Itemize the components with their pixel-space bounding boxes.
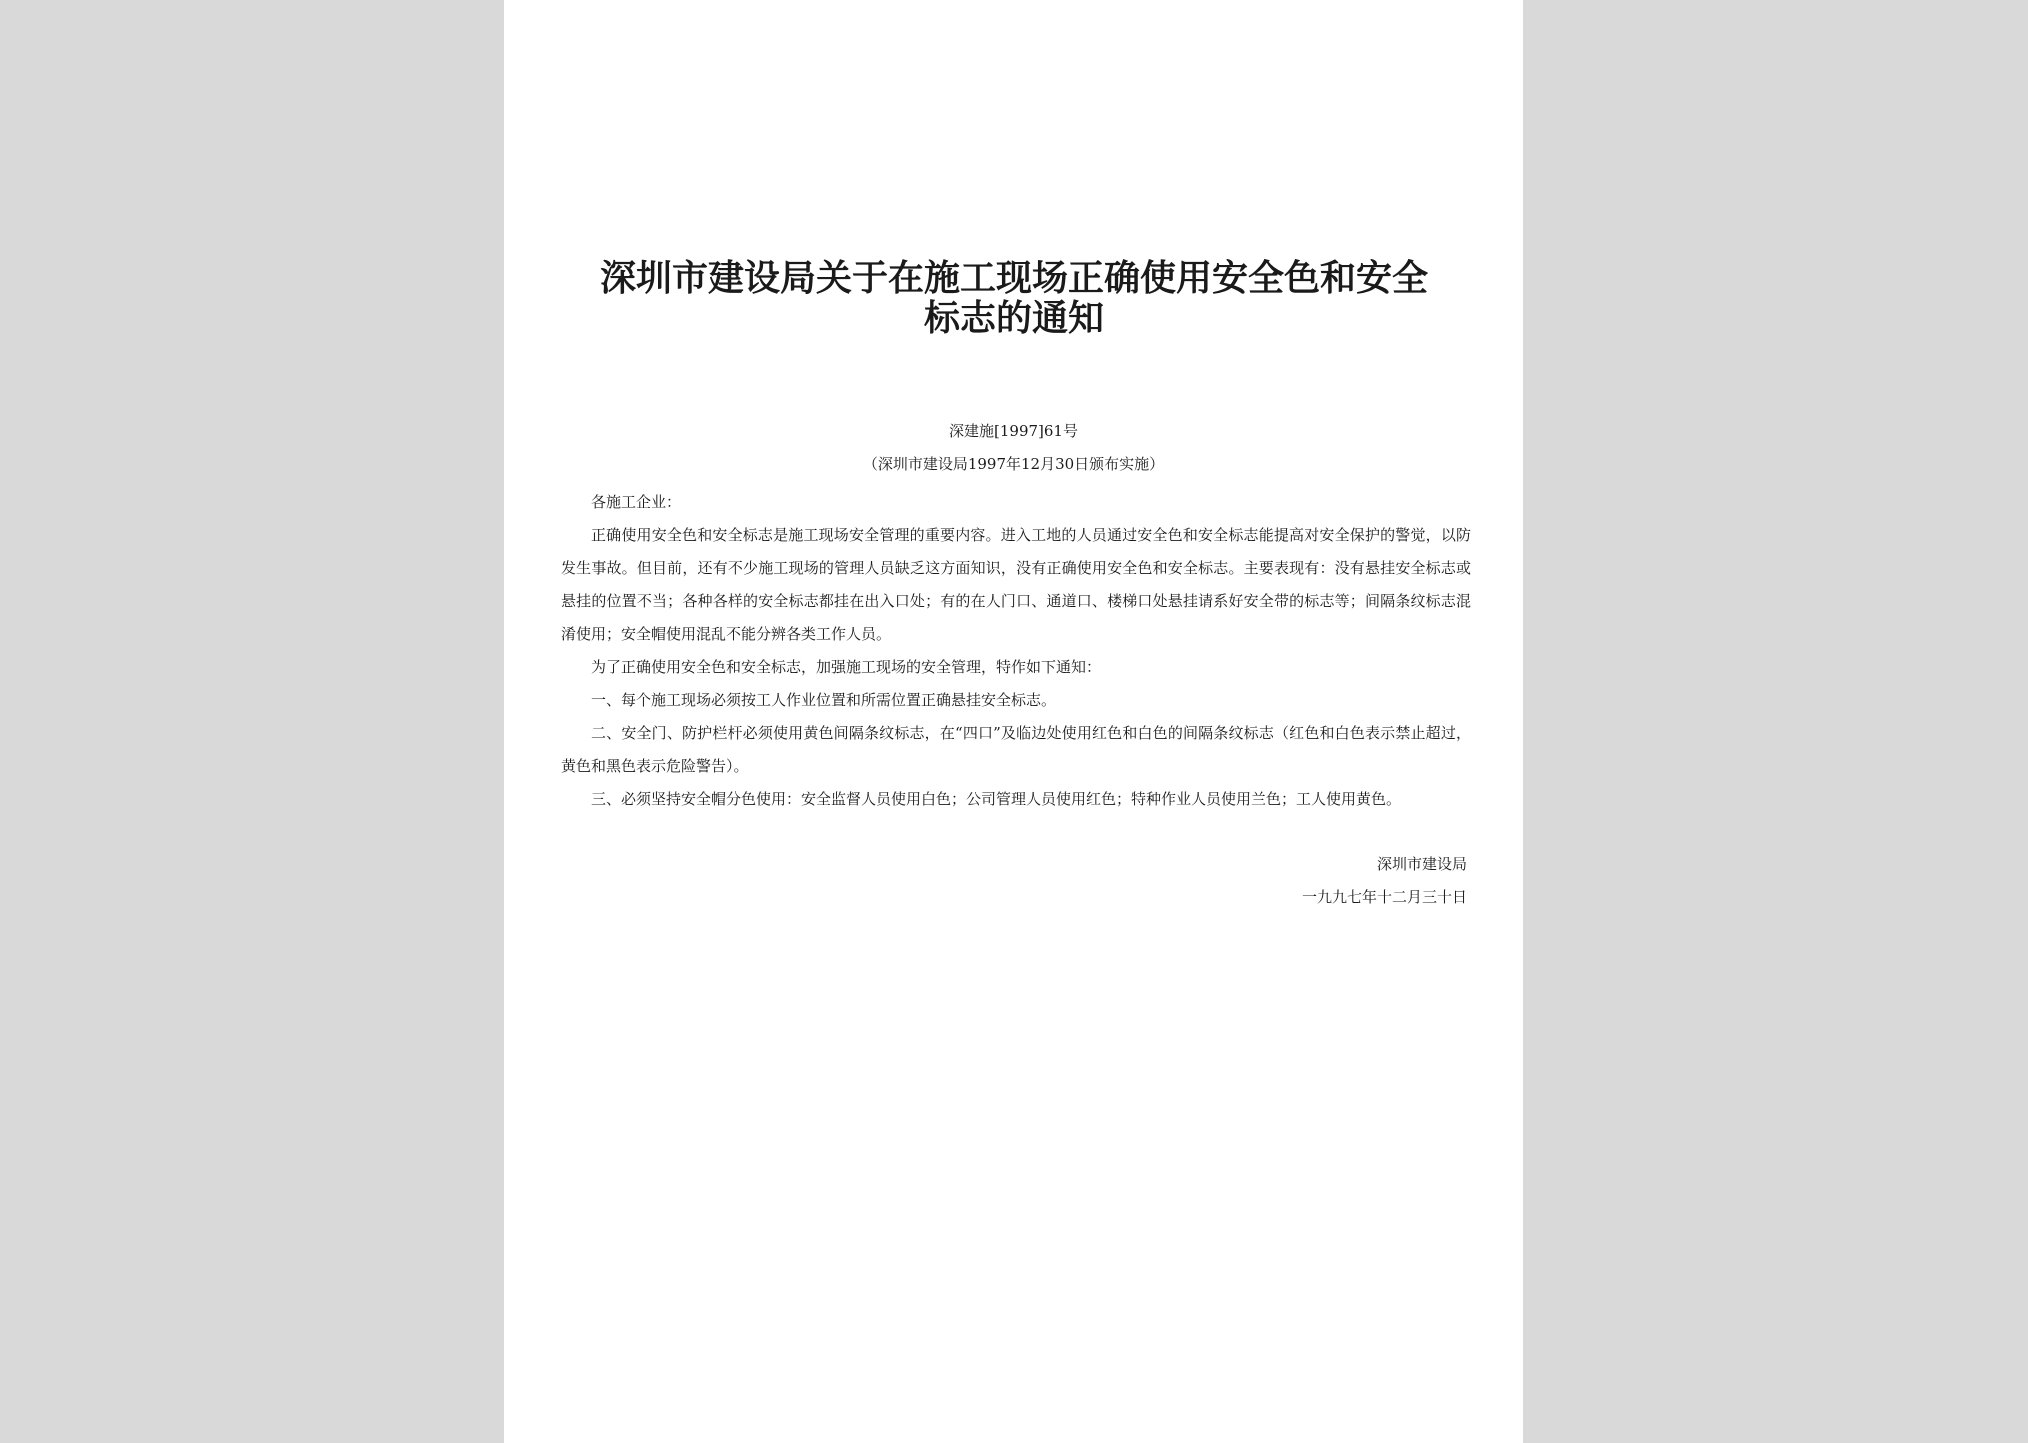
document-number: 深建施[1997]61号 xyxy=(949,422,1078,440)
salutation: 各施工企业： xyxy=(591,493,682,511)
document-page xyxy=(504,0,1523,1443)
issue-note: （深圳市建设局1997年12月30日颁布实施） xyxy=(862,455,1165,473)
body-paragraph-item-1: 一、每个施工现场必须按工人作业位置和所需位置正确悬挂安全标志。 xyxy=(591,691,1057,709)
document-body xyxy=(561,486,1471,816)
body-paragraph-intro: 正确使用安全色和安全标志是施工现场安全管理的重要内容。进入工地的人员通过安全色和安全标志能提高对安全保护的警觉，以防发生事故。但目前，还有不少施工现场的管理人员缺乏这方面知识，没有正确使用安全色和安全标志。主要表现有：没有悬挂安全标志或悬挂的位置不当；各种各样的安全标志都挂在出入口处；有的在人门口、通道口、楼梯口处悬挂请系好安全带的标志等；间隔条纹标志混淆使用；安全帽使用混乱不能分辨各类工作人员。 xyxy=(561,526,1471,643)
document-title-line2: 标志的通知 xyxy=(923,297,1104,339)
body-paragraph-item-2: 二、安全门、防护栏杆必须使用黄色间隔条纹标志，在“四口”及临边处使用红色和白色的间隔条纹标志（红色和白色表示禁止超过，黄色和黑色表示危险警告）。 xyxy=(561,724,1471,775)
signature-date: 一九九七年十二月三十日 xyxy=(1301,888,1467,906)
signature-block xyxy=(1302,848,1467,914)
body-paragraph-purpose: 为了正确使用安全色和安全标志，加强施工现场的安全管理，特作如下通知： xyxy=(591,658,1102,676)
document-title xyxy=(594,258,1434,338)
signature-organization: 深圳市建设局 xyxy=(1376,855,1467,873)
document-title-line1: 深圳市建设局关于在施工现场正确使用安全色和安全 xyxy=(599,257,1428,299)
body-paragraph-item-3: 三、必须坚持安全帽分色使用：安全监督人员使用白色；公司管理人员使用红色；特种作业人员使用兰色；工人使用黄色。 xyxy=(591,790,1402,808)
